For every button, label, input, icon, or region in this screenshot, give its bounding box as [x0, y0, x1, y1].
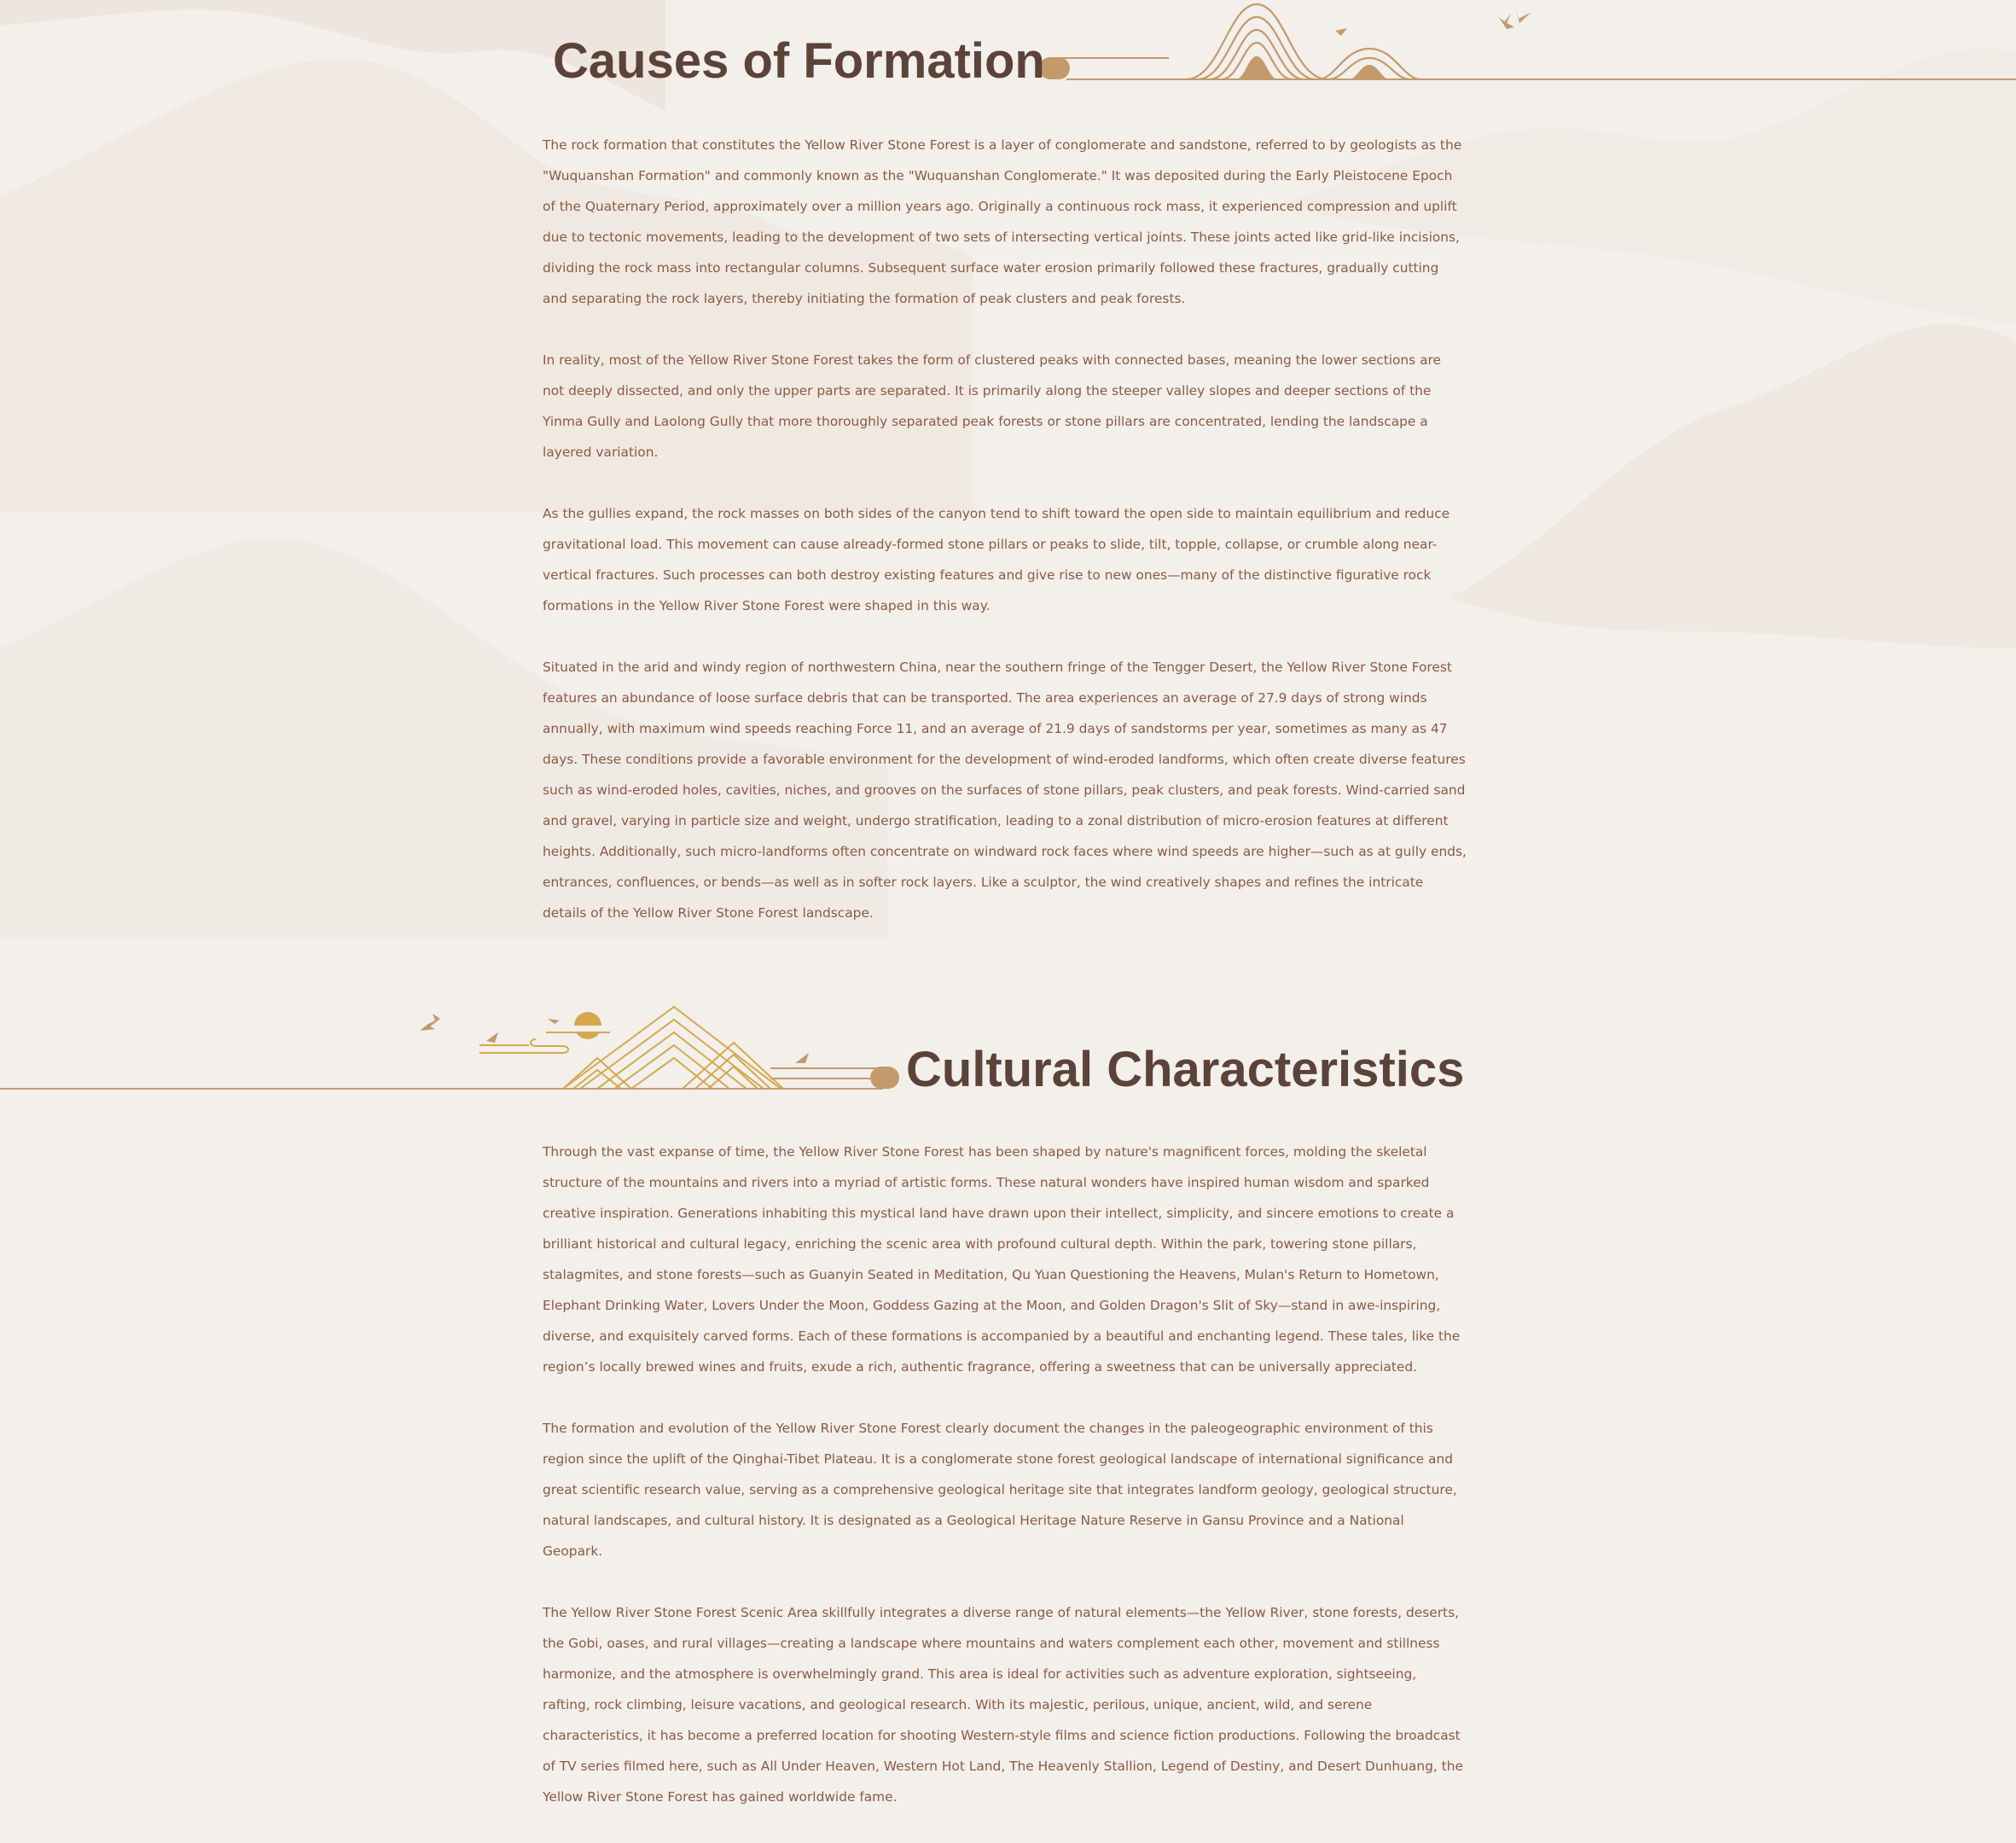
- causes-text-block: [543, 130, 1467, 959]
- paragraph: The rock formation that constitutes the Yellow River Stone Forest is a layer of conglomerate and sandstone, referred to by geologists as the "Wuquanshan Formation" and commonly known as the "Wuquanshan Conglomerate." It was deposited during the Early Pleistocene Epoch of the Quaternary Period, approximately over a million years ago. Originally a continuous rock mass, it experienced compression and uplift due to tectonic movements, leading to the development of two sets of intersecting vertical joints. These joints acted like grid-like incisions, dividing the rock mass into rectangular columns. Subsequent surface water erosion primarily followed these fractures, gradually cutting and separating the rock layers, thereby initiating the formation of peak clusters and peak forests.: [543, 137, 1462, 306]
- section-title-causes: Causes of Formation: [553, 33, 1045, 89]
- paragraph: The formation and evolution of the Yellow River Stone Forest clearly document the changes in the paleogeographic environment of this region since the uplift of the Qinghai-Tibet Plateau. It is a conglomerate stone forest geological landscape of international significance and great scientific research value, serving as a comprehensive geological heritage site that integrates landform geology, geological structure, natural landscapes, and cultural history. It is designated as a Geological Heritage Nature Reserve in Gansu Province and a National Geopark.: [543, 1421, 1457, 1559]
- mountain-line-icon: [1037, 0, 2016, 85]
- paragraph: As the gullies expand, the rock masses on both sides of the canyon tend to shift toward the open side to maintain equilibrium and reduce gravitational load. This movement can cause already-formed stone pillars or peaks to slide, tilt, topple, collapse, or crumble along near-vertical fractures. Such processes can both destroy existing features and give rise to new ones—many of the distinctive figurative rock formations in the Yellow River Stone Forest were shaped in this way.: [543, 506, 1450, 613]
- mountain-sun-icon: [0, 998, 904, 1092]
- paragraph: In reality, most of the Yellow River Stone Forest takes the form of clustered peaks with connected bases, meaning the lower sections are not deeply dissected, and only the upper parts are separated. It is primarily along the steeper valley slopes and deeper sections of the Yinma Gully and Laolong Gully that more thoroughly separated peak forests or stone pillars are concentrated, lending the landscape a layered variation.: [543, 352, 1441, 460]
- cultural-text-block: [543, 1137, 1467, 1843]
- paragraph: The Yellow River Stone Forest Scenic Area skillfully integrates a diverse range of natural elements—the Yellow River, stone forests, deserts, the Gobi, oases, and rural villages—creating a landscape where mountains and waters complement each other, movement and stillness harmonize, and the atmosphere is overwhelmingly grand. This area is ideal for activities such as adventure exploration, sightseeing, rafting, rock climbing, leisure vacations, and geological research. With its majestic, perilous, unique, ancient, wild, and serene characteristics, it has become a preferred location for shooting Western-style films and science fiction productions. Following the broadcast of TV series filmed here, such as All Under Heaven, Western Hot Land, The Heavenly Stallion, Legend of Destiny, and Desert Dunhuang, the Yellow River Stone Forest has gained worldwide fame.: [543, 1605, 1463, 1805]
- paragraph: Situated in the arid and windy region of northwestern China, near the southern fringe of the Tengger Desert, the Yellow River Stone Forest features an abundance of loose surface debris that can be transported. The area experiences an average of 27.9 days of strong winds annually, with maximum wind speeds reaching Force 11, and an average of 21.9 days of sandstorms per year, sometimes as many as 47 days. These conditions provide a favorable environment for the development of wind-eroded landforms, which often create diverse features such as wind-eroded holes, cavities, niches, and grooves on the surfaces of stone pillars, peak clusters, and peak forests. Wind-carried sand and gravel, varying in particle size and weight, undergo stratification, leading to a zonal distribution of micro-erosion features at different heights. Additionally, such micro-landforms often concentrate on windward rock faces where wind speeds are higher—such as at gully ends, entrances, confluences, or bends—as well as in softer rock layers. Like a sculptor, the wind creatively shapes and refines the intricate details of the Yellow River Stone Forest landscape.: [543, 660, 1467, 921]
- section-title-cultural: Cultural Characteristics: [906, 1042, 1465, 1097]
- paragraph: Through the vast expanse of time, the Yellow River Stone Forest has been shaped by nature's magnificent forces, molding the skeletal structure of the mountains and rivers into a myriad of artistic forms. These natural wonders have inspired human wisdom and sparked creative inspiration. Generations inhabiting this mystical land have drawn upon their intellect, simplicity, and sincere emotions to create a brilliant historical and cultural legacy, enriching the scenic area with profound cultural depth. Within the park, towering stone pillars, stalagmites, and stone forests—such as Guanyin Seated in Meditation, Qu Yuan Questioning the Heavens, Mulan's Return to Hometown, Elephant Drinking Water, Lovers Under the Moon, Goddess Gazing at the Moon, and Golden Dragon's Slit of Sky—stand in awe-inspiring, diverse, and exquisitely carved forms. Each of these formations is accompanied by a beautiful and enchanting legend. These tales, like the region’s locally brewed wines and fruits, exude a rich, authentic fragrance, offering a sweetness that can be universally appreciated.: [543, 1144, 1461, 1375]
